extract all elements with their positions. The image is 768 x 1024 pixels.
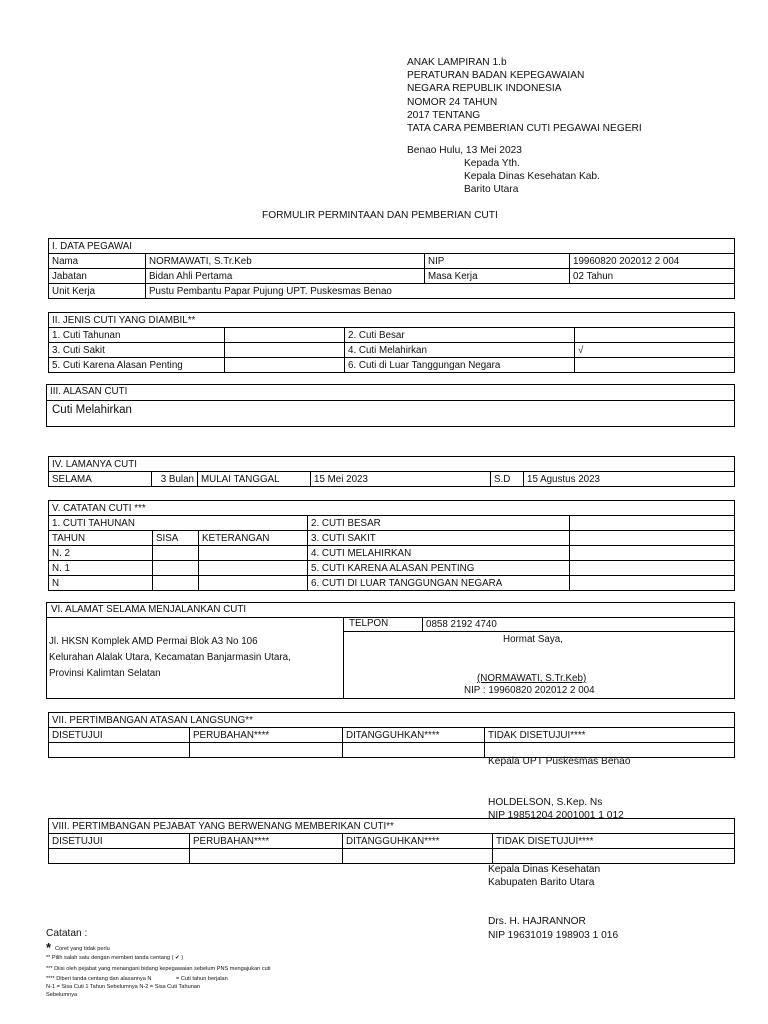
nip-label: NIP: [425, 254, 570, 269]
section-title: VI. ALAMAT SELAMA MENJALANKAN CUTI: [51, 604, 247, 615]
perubahan-header: PERUBAHAN****: [190, 728, 343, 743]
header-line: 2017 TENTANG: [407, 109, 481, 121]
unit-kerja-label: Unit Kerja: [49, 284, 146, 299]
supervisor-org: Kepala UPT Puskesmas Benao: [488, 756, 631, 767]
section-title: VIII. PERTIMBANGAN PEJABAT YANG BERWENANG MEMBERIKAN CUTI**: [49, 819, 735, 834]
selama-label: SELAMA: [49, 472, 152, 487]
address-line: Jl. HKSN Komplek AMD Permai Blok A3 No 106: [49, 636, 258, 647]
leave-note-label: 4. CUTI MELAHIRKAN: [308, 546, 570, 561]
decision-cell[interactable]: [343, 743, 485, 758]
keterangan-cell[interactable]: [199, 576, 308, 591]
section-jenis-cuti: [48, 312, 735, 373]
leave-type-check-selected[interactable]: √: [575, 343, 735, 358]
ditangguhkan-header: DITANGGUHKAN****: [343, 728, 485, 743]
section-pertimbangan-atasan: [48, 712, 735, 758]
address-block[interactable]: [49, 634, 291, 682]
applicant-name: (NORMAWATI, S.Tr.Keb): [477, 673, 587, 684]
note-line: Sebelumnya: [46, 992, 78, 998]
recipient-line-2: Kepala Dinas Kesehatan Kab.: [464, 171, 600, 182]
keterangan-cell[interactable]: [199, 561, 308, 576]
notes-title: Catatan :: [46, 928, 88, 939]
hormat-saya: Hormat Saya,: [503, 634, 563, 645]
decision-cell[interactable]: [190, 743, 343, 758]
notes-star: *: [46, 940, 52, 955]
supervisor-name: HOLDELSON, S.Kep. Ns: [488, 797, 603, 808]
keterangan-header: KETERANGAN: [199, 531, 308, 546]
place-date: Benao Hulu, 13 Mei 2023: [407, 145, 522, 156]
section-catatan-cuti: [48, 500, 735, 591]
decision-cell[interactable]: [49, 849, 190, 864]
nama-value[interactable]: NORMAWATI, S.Tr.Keb: [146, 254, 425, 269]
header-line: NOMOR 24 TAHUN: [407, 96, 498, 108]
address-line: Provinsi Kalimtan Selatan: [49, 668, 161, 679]
header-line: PERATURAN BADAN KEPEGAWAIAN: [407, 70, 585, 82]
leave-type-label: 2. Cuti Besar: [345, 328, 575, 343]
keterangan-cell[interactable]: [199, 546, 308, 561]
leave-note-label: 3. CUTI SAKIT: [308, 531, 570, 546]
section-title: III. ALASAN CUTI: [50, 386, 128, 397]
leave-note-label: 2. CUTI BESAR: [308, 516, 570, 531]
leave-note-label: 6. CUTI DI LUAR TANGGUNGAN NEGARA: [308, 576, 570, 591]
nama-label: Nama: [49, 254, 146, 269]
nip-value[interactable]: 19960820 202012 2 004: [570, 254, 735, 269]
section-alasan-cuti: [46, 384, 735, 427]
leave-type-label: 6. Cuti di Luar Tanggungan Negara: [345, 358, 575, 373]
supervisor-nip: NIP 19851204 2001001 1 012: [488, 810, 624, 821]
header-line: NEGARA REPUBLIK INDONESIA: [407, 83, 562, 95]
applicant-nip: NIP : 19960820 202012 2 004: [464, 685, 595, 696]
note-line: ** Pilih salah satu dengan memberi tanda centang ( ✔ ): [46, 955, 184, 961]
leave-reason[interactable]: Cuti Melahirkan: [52, 404, 132, 416]
official-name: Drs. H. HAJRANNOR: [488, 916, 586, 927]
official-nip: NIP 19631019 198903 1 016: [488, 930, 619, 941]
start-date[interactable]: 15 Mei 2023: [311, 472, 491, 487]
year-row-label: N: [49, 576, 153, 591]
section-data-pegawai: [48, 238, 735, 299]
leave-type-check[interactable]: [225, 328, 345, 343]
duration-value[interactable]: 3 Bulan: [152, 472, 198, 487]
leave-type-label: 3. Cuti Sakit: [49, 343, 225, 358]
perubahan-header: PERUBAHAN****: [190, 834, 343, 849]
disetujui-header: DISETUJUI: [49, 728, 190, 743]
sd-label: S.D: [491, 472, 524, 487]
jabatan-value[interactable]: Bidan Ahli Pertama: [146, 269, 425, 284]
regulation-header: [407, 56, 642, 135]
leave-type-label: 4. Cuti Melahirkan: [345, 343, 575, 358]
section-title: IV. LAMANYA CUTI: [49, 457, 735, 472]
mulai-tanggal-label: MULAI TANGGAL: [198, 472, 311, 487]
section-lamanya-cuti: [48, 456, 735, 487]
decision-cell[interactable]: [49, 743, 190, 758]
sisa-header: SISA: [153, 531, 199, 546]
leave-type-check[interactable]: [225, 358, 345, 373]
disetujui-header: DISETUJUI: [49, 834, 190, 849]
section-title: VII. PERTIMBANGAN ATASAN LANGSUNG**: [49, 713, 735, 728]
ditangguhkan-header: DITANGGUHKAN****: [343, 834, 493, 849]
note-line: Coret yang tidak perlu: [55, 946, 110, 952]
header-line: ANAK LAMPIRAN 1.b: [407, 57, 507, 68]
year-row-label: N. 1: [49, 561, 153, 576]
decision-cell[interactable]: [190, 849, 343, 864]
leave-type-check[interactable]: [575, 358, 735, 373]
leave-type-check[interactable]: [225, 343, 345, 358]
note-line: *** Diisi oleh pejabat yang menangani bidang kepegawaian sebelum PNS mengajukan cuti: [46, 966, 271, 972]
leave-type-label: 1. Cuti Tahunan: [49, 328, 225, 343]
tahun-header: TAHUN: [49, 531, 153, 546]
leave-note-value[interactable]: [570, 516, 735, 531]
note-line: = Cuti tahun berjalan: [176, 976, 228, 982]
leave-note-label: 5. CUTI KARENA ALASAN PENTING: [308, 561, 570, 576]
sisa-cell[interactable]: [153, 576, 199, 591]
cuti-tahunan-label: 1. CUTI TAHUNAN: [49, 516, 308, 531]
leave-note-value[interactable]: [570, 576, 735, 591]
sisa-cell[interactable]: [153, 561, 199, 576]
jabatan-label: Jabatan: [49, 269, 146, 284]
telpon-value[interactable]: 0858 2192 4740: [426, 619, 497, 630]
leave-type-check[interactable]: [575, 328, 735, 343]
address-line: Kelurahan Alalak Utara, Kecamatan Banjarmasin Utara,: [49, 652, 291, 663]
section-title: V. CATATAN CUTI ***: [49, 501, 735, 516]
section-alamat-cuti: [46, 602, 735, 699]
leave-note-value[interactable]: [570, 531, 735, 546]
leave-note-value[interactable]: [570, 561, 735, 576]
form-title: FORMULIR PERMINTAAN DAN PEMBERIAN CUTI: [262, 210, 498, 221]
masa-kerja-label: Masa Kerja: [425, 269, 570, 284]
note-line: N-1 = Sisa Cuti 1 Tahun Sebelumnya N-2 = Sisa Cuti Tahunan: [46, 984, 201, 990]
official-org-line-2: Kabupaten Barito Utara: [488, 877, 595, 888]
leave-note-value[interactable]: [570, 546, 735, 561]
end-date[interactable]: 15 Agustus 2023: [524, 472, 735, 487]
recipient-line-1: Kepada Yth.: [464, 158, 520, 169]
year-row-label: N. 2: [49, 546, 153, 561]
official-org-line-1: Kepala Dinas Kesehatan: [488, 864, 601, 875]
leave-type-label: 5. Cuti Karena Alasan Penting: [49, 358, 225, 373]
section-title: II. JENIS CUTI YANG DIAMBIL**: [49, 313, 735, 328]
section-title: I. DATA PEGAWAI: [49, 239, 735, 254]
recipient-line-3: Barito Utara: [464, 184, 519, 195]
sisa-cell[interactable]: [153, 546, 199, 561]
masa-kerja-value[interactable]: 02 Tahun: [570, 269, 735, 284]
unit-kerja-value[interactable]: Pustu Pembantu Papar Pujung UPT. Puskesmas Benao: [146, 284, 735, 299]
tidak-disetujui-header: TIDAK DISETUJUI****: [493, 834, 735, 849]
telpon-label: TELPON: [349, 618, 389, 629]
header-line: TATA CARA PEMBERIAN CUTI PEGAWAI NEGERI: [407, 123, 642, 135]
decision-cell[interactable]: [343, 849, 493, 864]
decision-cell[interactable]: [493, 849, 735, 864]
note-line: **** Diberi tanda centang dan alasannya N: [46, 976, 152, 982]
tidak-disetujui-header: TIDAK DISETUJUI****: [485, 728, 735, 743]
section-pertimbangan-pejabat: [48, 818, 735, 864]
